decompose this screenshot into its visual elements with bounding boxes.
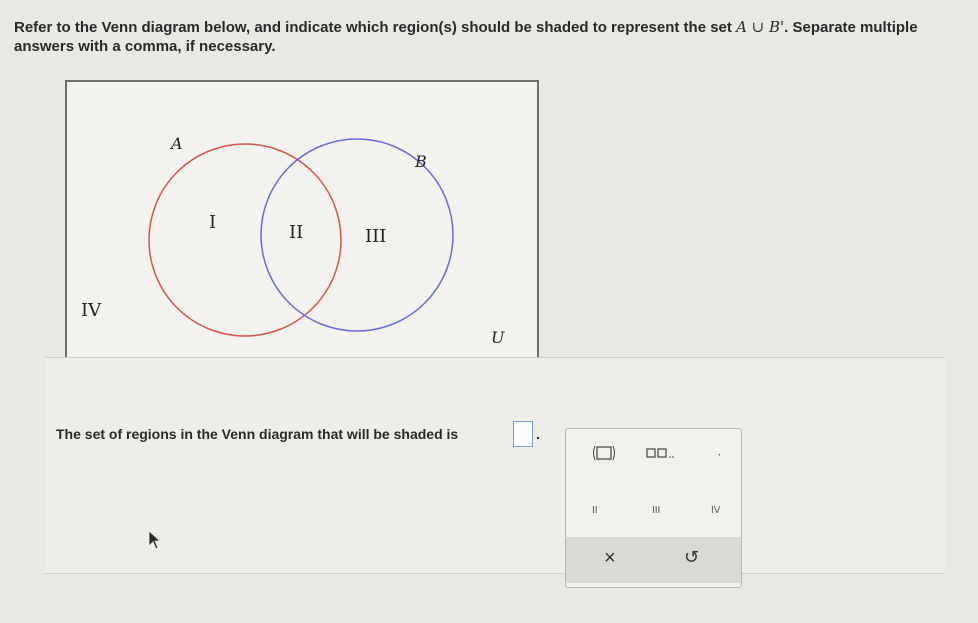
question-text xyxy=(14,18,964,56)
key-iii[interactable]: III xyxy=(652,505,661,516)
answer-prompt: The set of regions in the Venn diagram that will be shaded is xyxy=(56,426,459,442)
answer-panel xyxy=(45,357,945,574)
circle-a xyxy=(149,144,341,336)
region-iv-label: IV xyxy=(81,300,102,321)
region-iii-label: III xyxy=(365,226,387,247)
venn-diagram xyxy=(65,80,539,372)
key-ii[interactable]: II xyxy=(592,505,598,516)
answer-period: . xyxy=(536,426,540,442)
mouse-pointer-icon xyxy=(148,530,162,555)
answer-input[interactable] xyxy=(513,421,533,447)
label-b: B xyxy=(415,152,427,171)
keypad-action-bar xyxy=(566,537,741,583)
label-a: A xyxy=(171,134,183,153)
comma-key[interactable]: , xyxy=(718,447,721,458)
region-ii-label: II xyxy=(289,222,304,243)
undo-icon[interactable]: ↺ xyxy=(684,547,700,567)
question-text-end: . Separate multiple answers with a comma, if necessary. xyxy=(14,19,918,55)
list-icon[interactable] xyxy=(646,447,676,462)
region-i-label: I xyxy=(209,212,217,233)
label-universe: U xyxy=(491,328,505,347)
math-keypad xyxy=(565,428,742,588)
bracket-icon[interactable] xyxy=(592,445,616,464)
set-expression: A ∪ B' xyxy=(736,18,785,36)
clear-button[interactable]: × xyxy=(604,547,616,569)
key-iv[interactable]: IV xyxy=(711,505,721,516)
question-text-start: Refer to the Venn diagram below, and indicate which region(s) should be shaded to represent the set xyxy=(14,19,737,36)
